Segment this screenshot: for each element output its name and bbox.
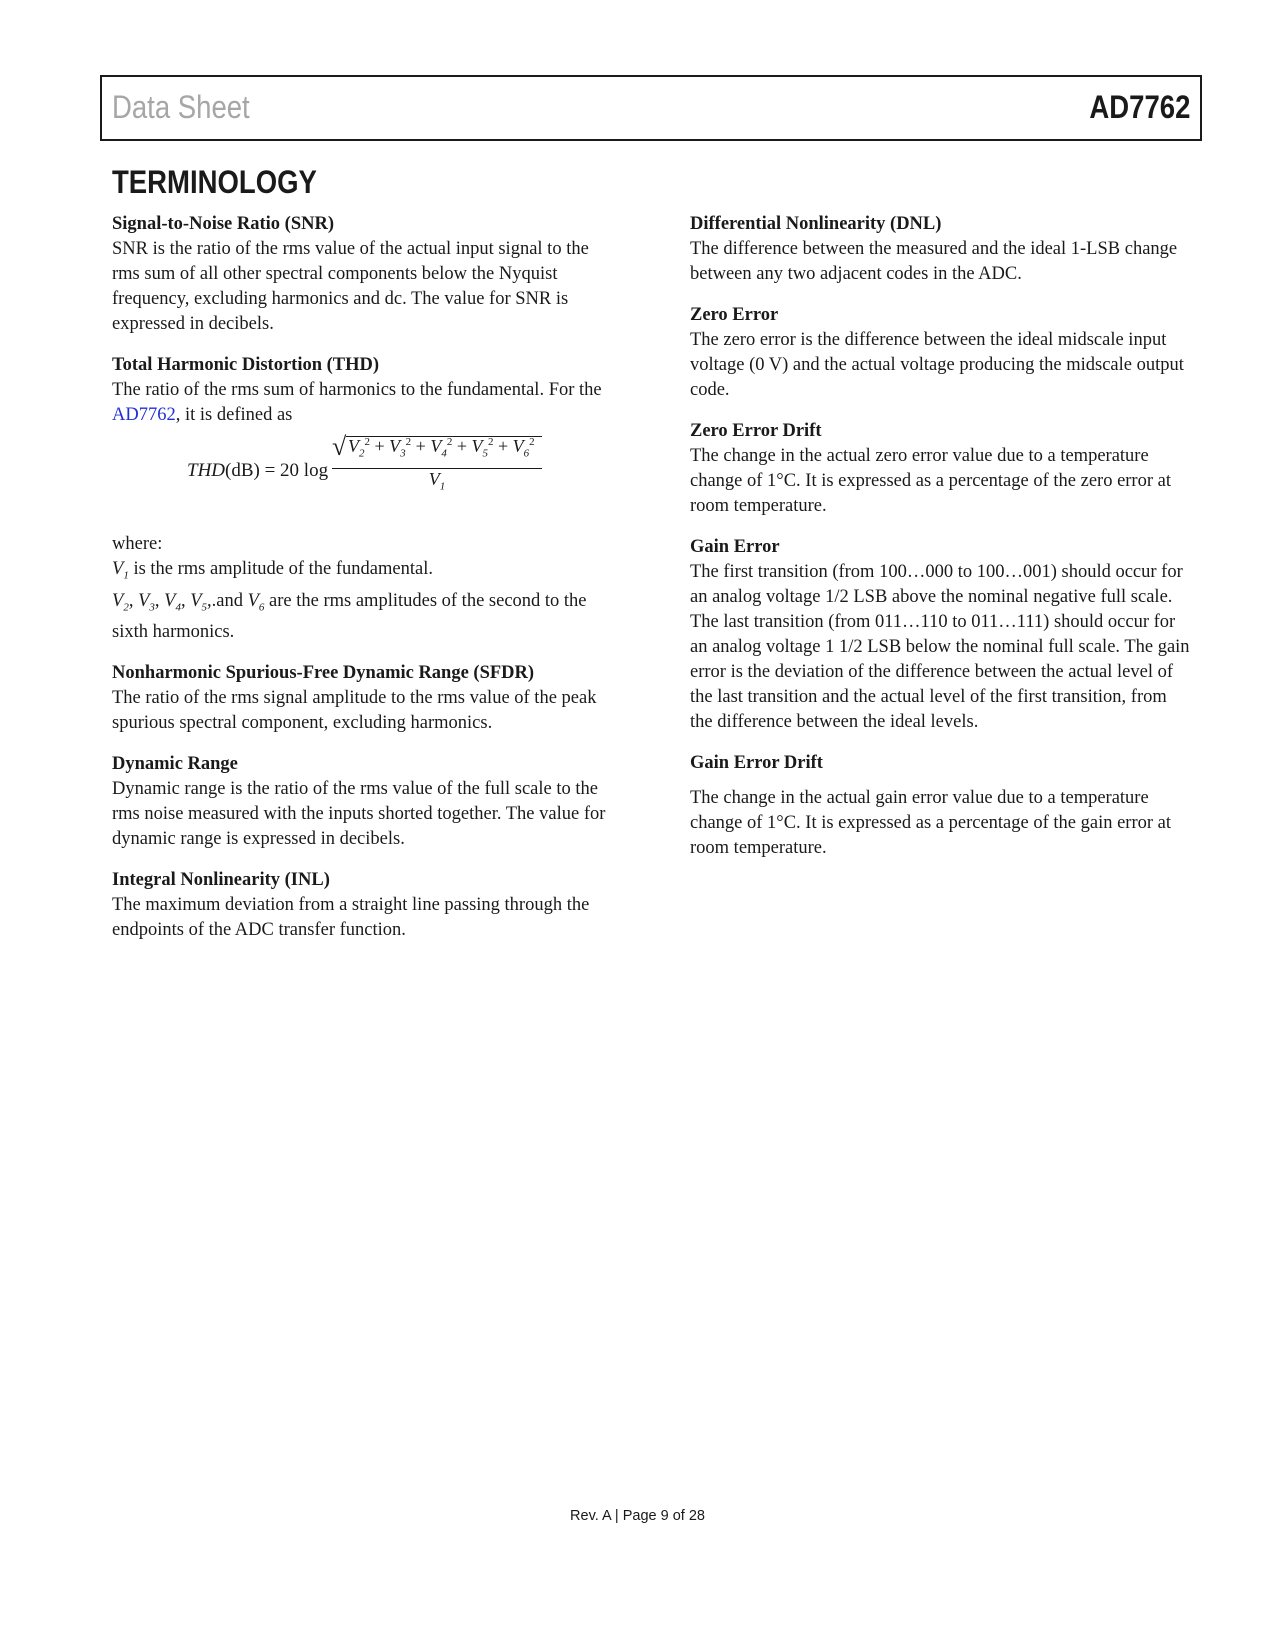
- term-thd: [112, 353, 612, 645]
- term-body: The first transition (from 100…000 to 100…001) should occur for an analog voltage 1/2 LSB above the nominal negative full scale. The last transition (from 011…110 to 011…111) should occur for an analog voltage 1 1/2 LSB below the nominal full scale. The gain error is the deviation of the difference between the actual level of the last transition and the actual level of the first transition, from the difference between the ideal levels.: [690, 562, 1190, 732]
- thd-equation: [112, 432, 612, 522]
- equation-lhs: THD(dB) = 20 log: [187, 460, 329, 481]
- term-body: The change in the actual gain error value due to a temperature change of 1°C. It is expressed as a percentage of the gain error at room temperature.: [690, 788, 1171, 858]
- term-title: Zero Error: [690, 305, 779, 325]
- term-title: Dynamic Range: [112, 754, 238, 775]
- term-zero-error-drift: [690, 419, 1190, 519]
- sqrt-symbol: √: [332, 432, 347, 461]
- term-body: SNR is the ratio of the rms value of the actual input signal to the rms sum of all other spectral components below the Nyquist frequency, excluding harmonics and dc. The value for SNR is expressed in decibels.: [112, 239, 589, 334]
- term-sfdr: [112, 661, 612, 736]
- term-body: The zero error is the difference between the ideal midscale input voltage (0 V) and the actual voltage producing the midscale output code.: [690, 330, 1184, 400]
- term-dynamic-range: [112, 752, 612, 852]
- where-label: where:: [112, 534, 163, 554]
- term-title: Total Harmonic Distortion (THD): [112, 355, 380, 375]
- term-title: Gain Error: [690, 537, 780, 557]
- page-footer: Rev. A | Page 9 of 28: [570, 1508, 705, 1524]
- term-dnl: [690, 212, 1190, 287]
- term-title: Nonharmonic Spurious-Free Dynamic Range (SFDR): [112, 663, 535, 684]
- header-doc-type: Data Sheet: [112, 89, 250, 125]
- ad7762-link[interactable]: AD7762: [112, 405, 176, 425]
- term-body: Dynamic range is the ratio of the rms value of the full scale to the rms noise measured with the inputs shorted together. The value for dynamic range is expressed in decibels.: [112, 779, 606, 850]
- thd-body-pre: The ratio of the rms sum of harmonics to the fundamental. For the: [112, 380, 602, 400]
- term-zero-error: [690, 303, 1190, 403]
- page-header: [100, 75, 1202, 141]
- where-harmonics-line: $V_2$, $V_3$, $V_4$, $V_5,.and$ $V_6$ are the rms amplitudes of the second to the sixth harmonics.: [112, 590, 587, 643]
- term-title: Zero Error Drift: [690, 421, 822, 441]
- term-gain-error-drift: [690, 751, 1190, 861]
- section-title: TERMINOLOGY: [112, 164, 317, 200]
- term-gain-error: [690, 535, 1190, 735]
- term-body: The change in the actual zero error value due to a temperature change of 1°C. It is expressed as a percentage of the zero error at room temperature.: [690, 446, 1171, 516]
- term-body: The maximum deviation from a straight line passing through the endpoints of the ADC transfer function.: [112, 895, 590, 941]
- equation-denominator: $V_1$: [428, 469, 446, 493]
- left-column: [112, 212, 612, 959]
- header-part-number: AD7762: [1089, 89, 1190, 125]
- term-body: The difference between the measured and the ideal 1-LSB change between any two adjacent codes in the ADC.: [690, 239, 1178, 284]
- equation-numerator: √ $V_2^2 + V_3^2 + V_4^2 + V_5^2 + V_6^2$: [332, 436, 542, 468]
- term-title: Gain Error Drift: [690, 753, 823, 773]
- term-snr: [112, 212, 612, 337]
- where-v1-line: $V_1$ is the rms amplitude of the fundamental.: [112, 559, 433, 582]
- equation-fraction: [332, 432, 542, 493]
- term-inl: [112, 868, 612, 943]
- term-body: [112, 378, 612, 428]
- term-body: The ratio of the rms signal amplitude to the rms value of the peak spurious spectral component, excluding harmonics.: [112, 688, 597, 734]
- thd-body-post: , it is defined as: [175, 405, 293, 425]
- term-title: Integral Nonlinearity (INL): [112, 870, 330, 891]
- right-column: [690, 212, 1190, 877]
- term-title: Signal-to-Noise Ratio (SNR): [112, 214, 334, 234]
- term-title: Differential Nonlinearity (DNL): [690, 214, 942, 234]
